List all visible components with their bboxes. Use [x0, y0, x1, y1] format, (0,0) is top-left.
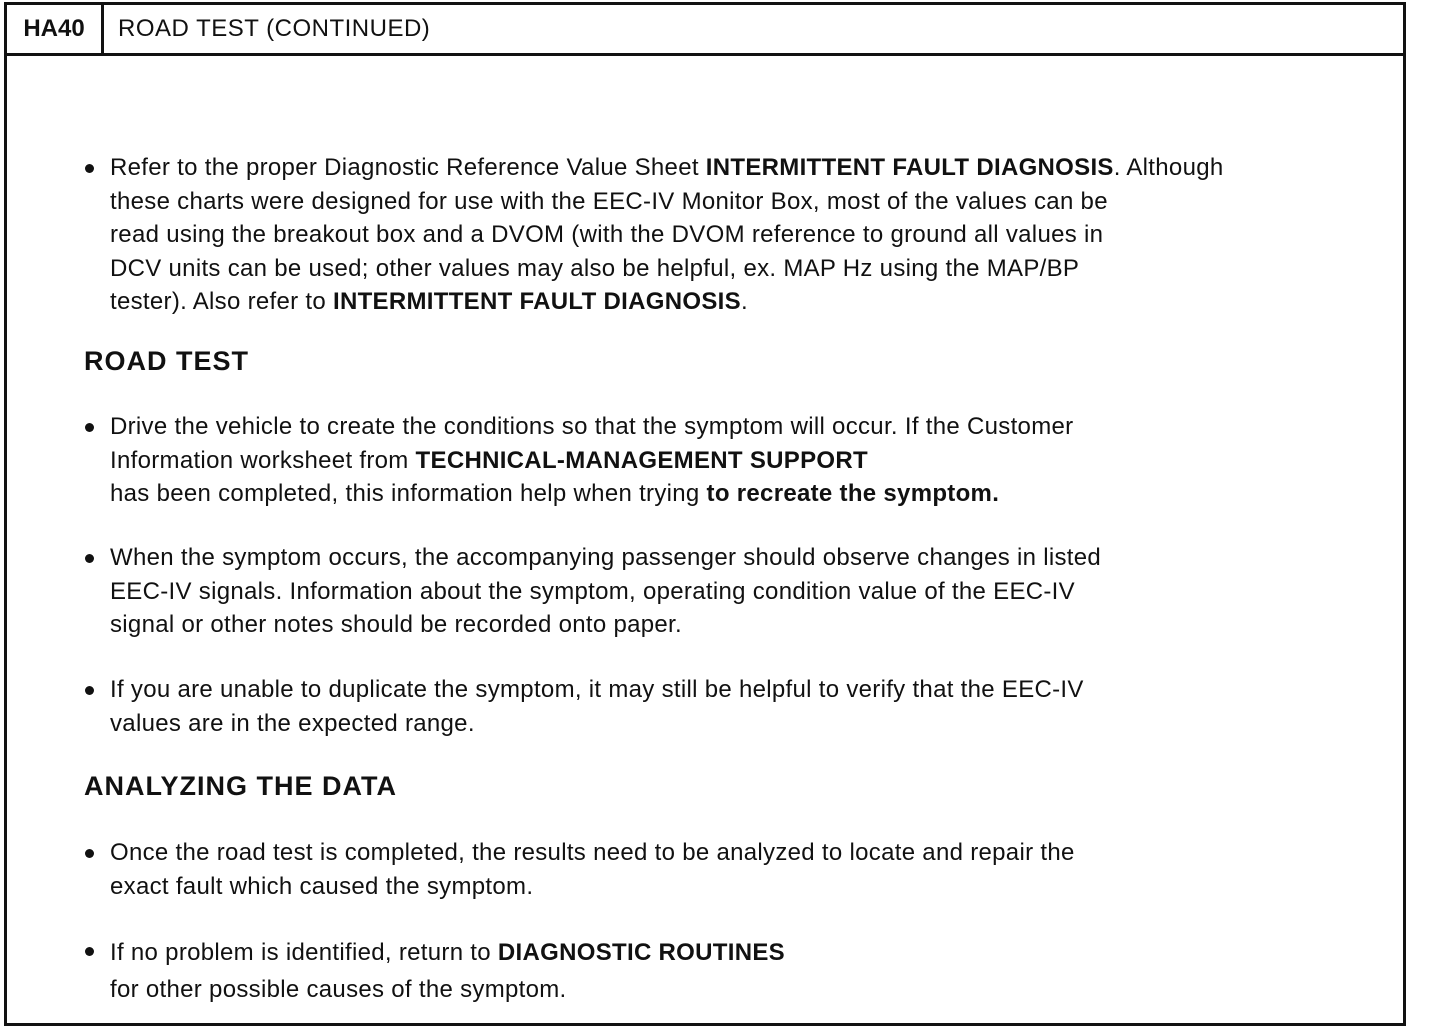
intro-line-5: tester). Also refer to INTERMITTENT FAULT DIAGNOSIS. — [110, 288, 748, 315]
intro-line-2: these charts were designed for use with the EEC-IV Monitor Box, most of the values can be — [110, 187, 1108, 215]
intro-bullet — [7, 151, 1403, 319]
road-test-heading: ROAD TEST — [84, 346, 250, 376]
diagnostic-routines-ref: DIAGNOSTIC ROUTINES — [497, 939, 785, 966]
intermittent-fault-diagnosis-ref: INTERMITTENT FAULT DIAGNOSIS — [705, 154, 1114, 181]
intro-line-3: read using the breakout box and a DVOM (with the DVOM reference to ground all values in — [110, 221, 1104, 248]
bullet-dot — [85, 849, 94, 858]
analyzing-heading: ANALYZING THE DATA — [84, 771, 397, 801]
page-frame — [4, 2, 1406, 1026]
header-bar — [7, 5, 1403, 56]
road-test-bullet-1: Drive the vehicle to create the conditions so that the symptom will occur. If the Customer Information worksheet from TECHNICAL-MANAGEMENT SUPPORT has been completed, this information help when trying to recreate the symptom. — [7, 410, 1403, 511]
bullet-dot — [85, 686, 94, 695]
bullet-dot — [85, 423, 94, 432]
page-title: ROAD TEST (CONTINUED) — [118, 15, 431, 42]
analyzing-bullet-1: Once the road test is completed, the results need to be analyzed to locate and repair the exact fault which caused the symptom. — [7, 836, 1403, 903]
intro-line-4: DCV units can be used; other values may also be helpful, ex. MAP Hz using the MAP/BP — [110, 254, 1080, 282]
road-test-bullet-3: If you are unable to duplicate the symptom, it may still be helpful to verify that the EEC-IV values are in the expected range. — [7, 673, 1403, 740]
bullet-dot — [85, 164, 94, 173]
road-test-bullet-2: When the symptom occurs, the accompanying passenger should observe changes in listed EEC-IV signals. Information about the symptom, operating condition value of the EEC-IV signal or other notes should be recorded onto paper. — [7, 541, 1403, 642]
intro-line-1: Refer to the proper Diagnostic Reference Value Sheet INTERMITTENT FAULT DIAGNOSIS. Although — [110, 154, 1224, 181]
intermittent-fault-diagnosis-ref: INTERMITTENT FAULT DIAGNOSIS — [332, 288, 741, 315]
analyzing-bullet-2: If no problem is identified, return to DIAGNOSTIC ROUTINES for other possible causes of the symptom. — [7, 934, 1403, 1008]
section-code: HA40 — [7, 5, 104, 53]
bullet-dot — [85, 554, 94, 563]
bullet-dot — [85, 947, 94, 956]
technical-management-support-ref: TECHNICAL-MANAGEMENT SUPPORT — [415, 446, 868, 474]
